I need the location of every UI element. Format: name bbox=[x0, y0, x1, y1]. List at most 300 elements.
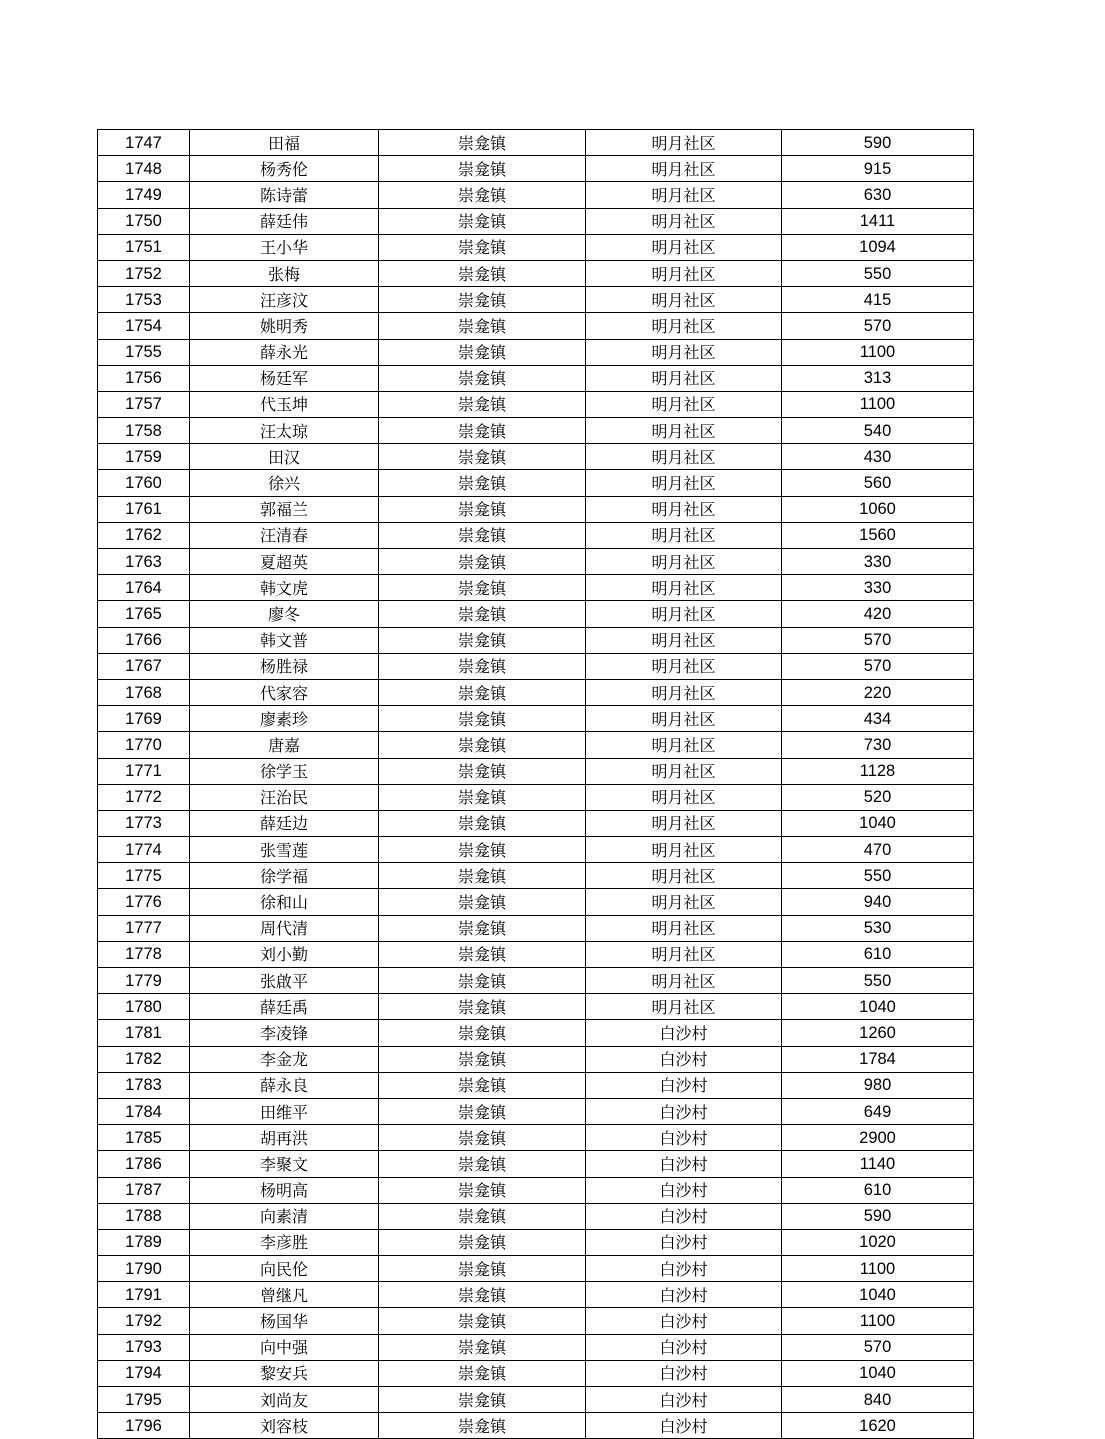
name-cell: 刘小勤 bbox=[190, 941, 379, 967]
table-row bbox=[98, 968, 974, 994]
name-cell: 张啟平 bbox=[190, 968, 379, 994]
name-cell: 田维平 bbox=[190, 1098, 379, 1124]
name-cell: 李金龙 bbox=[190, 1046, 379, 1072]
table-row bbox=[98, 444, 974, 470]
table-row bbox=[98, 1203, 974, 1229]
row-index-cell: 1775 bbox=[98, 863, 190, 889]
village-cell: 明月社区 bbox=[586, 391, 782, 417]
table-row bbox=[98, 418, 974, 444]
table-row bbox=[98, 1020, 974, 1046]
amount-cell: 330 bbox=[782, 549, 974, 575]
name-cell: 杨明高 bbox=[190, 1177, 379, 1203]
town-cell: 崇龛镇 bbox=[379, 287, 586, 313]
village-cell: 白沙村 bbox=[586, 1177, 782, 1203]
table-row bbox=[98, 889, 974, 915]
amount-cell: 915 bbox=[782, 156, 974, 182]
village-cell: 明月社区 bbox=[586, 260, 782, 286]
town-cell: 崇龛镇 bbox=[379, 627, 586, 653]
row-index-cell: 1757 bbox=[98, 391, 190, 417]
village-cell: 白沙村 bbox=[586, 1360, 782, 1386]
table-row bbox=[98, 182, 974, 208]
name-cell: 杨胜禄 bbox=[190, 653, 379, 679]
name-cell: 向民伦 bbox=[190, 1256, 379, 1282]
table-row bbox=[98, 522, 974, 548]
row-index-cell: 1764 bbox=[98, 575, 190, 601]
amount-cell: 610 bbox=[782, 941, 974, 967]
village-cell: 白沙村 bbox=[586, 1151, 782, 1177]
row-index-cell: 1783 bbox=[98, 1072, 190, 1098]
village-cell: 明月社区 bbox=[586, 339, 782, 365]
amount-cell: 1560 bbox=[782, 522, 974, 548]
village-cell: 白沙村 bbox=[586, 1334, 782, 1360]
amount-cell: 649 bbox=[782, 1098, 974, 1124]
name-cell: 李聚文 bbox=[190, 1151, 379, 1177]
table-row bbox=[98, 915, 974, 941]
row-index-cell: 1777 bbox=[98, 915, 190, 941]
village-cell: 明月社区 bbox=[586, 365, 782, 391]
row-index-cell: 1793 bbox=[98, 1334, 190, 1360]
amount-cell: 570 bbox=[782, 1334, 974, 1360]
row-index-cell: 1763 bbox=[98, 549, 190, 575]
village-cell: 明月社区 bbox=[586, 653, 782, 679]
name-cell: 胡再洪 bbox=[190, 1125, 379, 1151]
name-cell: 廖素珍 bbox=[190, 706, 379, 732]
village-cell: 白沙村 bbox=[586, 1020, 782, 1046]
amount-cell: 570 bbox=[782, 653, 974, 679]
town-cell: 崇龛镇 bbox=[379, 339, 586, 365]
row-index-cell: 1767 bbox=[98, 653, 190, 679]
row-index-cell: 1750 bbox=[98, 208, 190, 234]
town-cell: 崇龛镇 bbox=[379, 1256, 586, 1282]
amount-cell: 1040 bbox=[782, 810, 974, 836]
town-cell: 崇龛镇 bbox=[379, 496, 586, 522]
amount-cell: 1040 bbox=[782, 1282, 974, 1308]
row-index-cell: 1760 bbox=[98, 470, 190, 496]
village-cell: 明月社区 bbox=[586, 182, 782, 208]
amount-cell: 1784 bbox=[782, 1046, 974, 1072]
name-cell: 田福 bbox=[190, 130, 379, 156]
table-row bbox=[98, 941, 974, 967]
amount-cell: 420 bbox=[782, 601, 974, 627]
town-cell: 崇龛镇 bbox=[379, 1098, 586, 1124]
amount-cell: 1094 bbox=[782, 234, 974, 260]
town-cell: 崇龛镇 bbox=[379, 313, 586, 339]
village-cell: 明月社区 bbox=[586, 444, 782, 470]
amount-cell: 630 bbox=[782, 182, 974, 208]
row-index-cell: 1796 bbox=[98, 1413, 190, 1439]
village-cell: 明月社区 bbox=[586, 418, 782, 444]
amount-cell: 1411 bbox=[782, 208, 974, 234]
amount-cell: 1040 bbox=[782, 994, 974, 1020]
town-cell: 崇龛镇 bbox=[379, 810, 586, 836]
row-index-cell: 1792 bbox=[98, 1308, 190, 1334]
table-row bbox=[98, 1282, 974, 1308]
row-index-cell: 1762 bbox=[98, 522, 190, 548]
name-cell: 李彦胜 bbox=[190, 1229, 379, 1255]
table-row bbox=[98, 313, 974, 339]
village-cell: 明月社区 bbox=[586, 915, 782, 941]
village-cell: 白沙村 bbox=[586, 1046, 782, 1072]
village-cell: 明月社区 bbox=[586, 470, 782, 496]
village-cell: 明月社区 bbox=[586, 287, 782, 313]
name-cell: 徐学玉 bbox=[190, 758, 379, 784]
amount-cell: 470 bbox=[782, 837, 974, 863]
village-cell: 白沙村 bbox=[586, 1229, 782, 1255]
town-cell: 崇龛镇 bbox=[379, 679, 586, 705]
village-cell: 明月社区 bbox=[586, 627, 782, 653]
village-cell: 明月社区 bbox=[586, 889, 782, 915]
row-index-cell: 1785 bbox=[98, 1125, 190, 1151]
amount-cell: 730 bbox=[782, 732, 974, 758]
row-index-cell: 1773 bbox=[98, 810, 190, 836]
town-cell: 崇龛镇 bbox=[379, 1203, 586, 1229]
table-row bbox=[98, 994, 974, 1020]
row-index-cell: 1772 bbox=[98, 784, 190, 810]
name-cell: 韩文虎 bbox=[190, 575, 379, 601]
village-cell: 白沙村 bbox=[586, 1413, 782, 1439]
town-cell: 崇龛镇 bbox=[379, 889, 586, 915]
row-index-cell: 1770 bbox=[98, 732, 190, 758]
name-cell: 薛廷边 bbox=[190, 810, 379, 836]
table-row bbox=[98, 837, 974, 863]
name-cell: 徐学福 bbox=[190, 863, 379, 889]
amount-cell: 220 bbox=[782, 679, 974, 705]
village-cell: 明月社区 bbox=[586, 522, 782, 548]
records-table-body bbox=[98, 130, 974, 1439]
village-cell: 明月社区 bbox=[586, 784, 782, 810]
village-cell: 明月社区 bbox=[586, 837, 782, 863]
row-index-cell: 1781 bbox=[98, 1020, 190, 1046]
table-row bbox=[98, 1072, 974, 1098]
village-cell: 明月社区 bbox=[586, 941, 782, 967]
name-cell: 李凌锋 bbox=[190, 1020, 379, 1046]
amount-cell: 590 bbox=[782, 130, 974, 156]
name-cell: 刘容枝 bbox=[190, 1413, 379, 1439]
row-index-cell: 1754 bbox=[98, 313, 190, 339]
row-index-cell: 1761 bbox=[98, 496, 190, 522]
town-cell: 崇龛镇 bbox=[379, 758, 586, 784]
town-cell: 崇龛镇 bbox=[379, 1334, 586, 1360]
row-index-cell: 1774 bbox=[98, 837, 190, 863]
table-row bbox=[98, 156, 974, 182]
town-cell: 崇龛镇 bbox=[379, 653, 586, 679]
table-row bbox=[98, 653, 974, 679]
name-cell: 刘尚友 bbox=[190, 1387, 379, 1413]
town-cell: 崇龛镇 bbox=[379, 732, 586, 758]
village-cell: 白沙村 bbox=[586, 1282, 782, 1308]
row-index-cell: 1790 bbox=[98, 1256, 190, 1282]
row-index-cell: 1780 bbox=[98, 994, 190, 1020]
row-index-cell: 1749 bbox=[98, 182, 190, 208]
table-row bbox=[98, 549, 974, 575]
town-cell: 崇龛镇 bbox=[379, 1308, 586, 1334]
town-cell: 崇龛镇 bbox=[379, 968, 586, 994]
row-index-cell: 1771 bbox=[98, 758, 190, 784]
row-index-cell: 1768 bbox=[98, 679, 190, 705]
name-cell: 汪清春 bbox=[190, 522, 379, 548]
village-cell: 明月社区 bbox=[586, 758, 782, 784]
table-row bbox=[98, 1387, 974, 1413]
name-cell: 韩文普 bbox=[190, 627, 379, 653]
amount-cell: 550 bbox=[782, 968, 974, 994]
name-cell: 代家容 bbox=[190, 679, 379, 705]
town-cell: 崇龛镇 bbox=[379, 1046, 586, 1072]
row-index-cell: 1795 bbox=[98, 1387, 190, 1413]
village-cell: 白沙村 bbox=[586, 1256, 782, 1282]
town-cell: 崇龛镇 bbox=[379, 941, 586, 967]
town-cell: 崇龛镇 bbox=[379, 1282, 586, 1308]
village-cell: 明月社区 bbox=[586, 234, 782, 260]
table-row bbox=[98, 1046, 974, 1072]
table-row bbox=[98, 391, 974, 417]
amount-cell: 570 bbox=[782, 313, 974, 339]
row-index-cell: 1782 bbox=[98, 1046, 190, 1072]
town-cell: 崇龛镇 bbox=[379, 994, 586, 1020]
village-cell: 明月社区 bbox=[586, 601, 782, 627]
name-cell: 杨秀伦 bbox=[190, 156, 379, 182]
village-cell: 明月社区 bbox=[586, 732, 782, 758]
table-row bbox=[98, 810, 974, 836]
table-row bbox=[98, 1256, 974, 1282]
table-row bbox=[98, 758, 974, 784]
table-row bbox=[98, 784, 974, 810]
table-row bbox=[98, 470, 974, 496]
town-cell: 崇龛镇 bbox=[379, 1020, 586, 1046]
village-cell: 白沙村 bbox=[586, 1125, 782, 1151]
table-row bbox=[98, 601, 974, 627]
name-cell: 徐和山 bbox=[190, 889, 379, 915]
town-cell: 崇龛镇 bbox=[379, 130, 586, 156]
row-index-cell: 1794 bbox=[98, 1360, 190, 1386]
table-row bbox=[98, 1229, 974, 1255]
name-cell: 徐兴 bbox=[190, 470, 379, 496]
records-table bbox=[97, 129, 974, 1439]
name-cell: 张梅 bbox=[190, 260, 379, 286]
town-cell: 崇龛镇 bbox=[379, 1229, 586, 1255]
row-index-cell: 1786 bbox=[98, 1151, 190, 1177]
name-cell: 向素清 bbox=[190, 1203, 379, 1229]
name-cell: 廖冬 bbox=[190, 601, 379, 627]
amount-cell: 1060 bbox=[782, 496, 974, 522]
name-cell: 唐嘉 bbox=[190, 732, 379, 758]
amount-cell: 1100 bbox=[782, 1308, 974, 1334]
amount-cell: 313 bbox=[782, 365, 974, 391]
row-index-cell: 1756 bbox=[98, 365, 190, 391]
amount-cell: 540 bbox=[782, 418, 974, 444]
table-row bbox=[98, 1413, 974, 1439]
amount-cell: 330 bbox=[782, 575, 974, 601]
village-cell: 明月社区 bbox=[586, 575, 782, 601]
row-index-cell: 1787 bbox=[98, 1177, 190, 1203]
town-cell: 崇龛镇 bbox=[379, 549, 586, 575]
table-row bbox=[98, 130, 974, 156]
row-index-cell: 1769 bbox=[98, 706, 190, 732]
table-row bbox=[98, 1098, 974, 1124]
name-cell: 夏超英 bbox=[190, 549, 379, 575]
table-row bbox=[98, 1308, 974, 1334]
name-cell: 汪治民 bbox=[190, 784, 379, 810]
amount-cell: 430 bbox=[782, 444, 974, 470]
amount-cell: 2900 bbox=[782, 1125, 974, 1151]
table-row bbox=[98, 679, 974, 705]
name-cell: 薛永良 bbox=[190, 1072, 379, 1098]
amount-cell: 590 bbox=[782, 1203, 974, 1229]
village-cell: 明月社区 bbox=[586, 706, 782, 732]
village-cell: 明月社区 bbox=[586, 549, 782, 575]
town-cell: 崇龛镇 bbox=[379, 601, 586, 627]
amount-cell: 415 bbox=[782, 287, 974, 313]
name-cell: 汪彦汶 bbox=[190, 287, 379, 313]
name-cell: 田汉 bbox=[190, 444, 379, 470]
village-cell: 白沙村 bbox=[586, 1098, 782, 1124]
amount-cell: 1020 bbox=[782, 1229, 974, 1255]
amount-cell: 1100 bbox=[782, 391, 974, 417]
row-index-cell: 1751 bbox=[98, 234, 190, 260]
row-index-cell: 1753 bbox=[98, 287, 190, 313]
town-cell: 崇龛镇 bbox=[379, 1125, 586, 1151]
village-cell: 白沙村 bbox=[586, 1308, 782, 1334]
amount-cell: 530 bbox=[782, 915, 974, 941]
row-index-cell: 1789 bbox=[98, 1229, 190, 1255]
table-row bbox=[98, 706, 974, 732]
row-index-cell: 1747 bbox=[98, 130, 190, 156]
name-cell: 曾继凡 bbox=[190, 1282, 379, 1308]
row-index-cell: 1759 bbox=[98, 444, 190, 470]
town-cell: 崇龛镇 bbox=[379, 522, 586, 548]
table-row bbox=[98, 234, 974, 260]
town-cell: 崇龛镇 bbox=[379, 706, 586, 732]
village-cell: 明月社区 bbox=[586, 810, 782, 836]
town-cell: 崇龛镇 bbox=[379, 156, 586, 182]
amount-cell: 1128 bbox=[782, 758, 974, 784]
name-cell: 王小华 bbox=[190, 234, 379, 260]
row-index-cell: 1776 bbox=[98, 889, 190, 915]
row-index-cell: 1755 bbox=[98, 339, 190, 365]
name-cell: 汪太琼 bbox=[190, 418, 379, 444]
amount-cell: 520 bbox=[782, 784, 974, 810]
row-index-cell: 1788 bbox=[98, 1203, 190, 1229]
amount-cell: 1100 bbox=[782, 1256, 974, 1282]
name-cell: 薛廷伟 bbox=[190, 208, 379, 234]
name-cell: 杨廷军 bbox=[190, 365, 379, 391]
village-cell: 明月社区 bbox=[586, 863, 782, 889]
amount-cell: 1260 bbox=[782, 1020, 974, 1046]
village-cell: 明月社区 bbox=[586, 994, 782, 1020]
row-index-cell: 1784 bbox=[98, 1098, 190, 1124]
amount-cell: 610 bbox=[782, 1177, 974, 1203]
name-cell: 杨国华 bbox=[190, 1308, 379, 1334]
row-index-cell: 1748 bbox=[98, 156, 190, 182]
town-cell: 崇龛镇 bbox=[379, 575, 586, 601]
amount-cell: 434 bbox=[782, 706, 974, 732]
amount-cell: 550 bbox=[782, 260, 974, 286]
town-cell: 崇龛镇 bbox=[379, 260, 586, 286]
amount-cell: 980 bbox=[782, 1072, 974, 1098]
name-cell: 薛永光 bbox=[190, 339, 379, 365]
amount-cell: 940 bbox=[782, 889, 974, 915]
table-row bbox=[98, 863, 974, 889]
amount-cell: 1040 bbox=[782, 1360, 974, 1386]
amount-cell: 1140 bbox=[782, 1151, 974, 1177]
name-cell: 向中强 bbox=[190, 1334, 379, 1360]
village-cell: 明月社区 bbox=[586, 679, 782, 705]
table-row bbox=[98, 627, 974, 653]
table-row bbox=[98, 496, 974, 522]
village-cell: 明月社区 bbox=[586, 968, 782, 994]
amount-cell: 560 bbox=[782, 470, 974, 496]
row-index-cell: 1791 bbox=[98, 1282, 190, 1308]
village-cell: 白沙村 bbox=[586, 1072, 782, 1098]
village-cell: 白沙村 bbox=[586, 1203, 782, 1229]
town-cell: 崇龛镇 bbox=[379, 182, 586, 208]
table-row bbox=[98, 1360, 974, 1386]
table-row bbox=[98, 208, 974, 234]
name-cell: 陈诗蕾 bbox=[190, 182, 379, 208]
row-index-cell: 1765 bbox=[98, 601, 190, 627]
table-row bbox=[98, 575, 974, 601]
village-cell: 明月社区 bbox=[586, 130, 782, 156]
row-index-cell: 1779 bbox=[98, 968, 190, 994]
town-cell: 崇龛镇 bbox=[379, 837, 586, 863]
town-cell: 崇龛镇 bbox=[379, 784, 586, 810]
name-cell: 黎安兵 bbox=[190, 1360, 379, 1386]
name-cell: 薛廷禹 bbox=[190, 994, 379, 1020]
town-cell: 崇龛镇 bbox=[379, 863, 586, 889]
town-cell: 崇龛镇 bbox=[379, 234, 586, 260]
row-index-cell: 1752 bbox=[98, 260, 190, 286]
town-cell: 崇龛镇 bbox=[379, 1413, 586, 1439]
village-cell: 明月社区 bbox=[586, 208, 782, 234]
row-index-cell: 1778 bbox=[98, 941, 190, 967]
row-index-cell: 1766 bbox=[98, 627, 190, 653]
town-cell: 崇龛镇 bbox=[379, 208, 586, 234]
table-row bbox=[98, 339, 974, 365]
amount-cell: 1620 bbox=[782, 1413, 974, 1439]
amount-cell: 840 bbox=[782, 1387, 974, 1413]
table-row bbox=[98, 1177, 974, 1203]
table-row bbox=[98, 365, 974, 391]
amount-cell: 1100 bbox=[782, 339, 974, 365]
village-cell: 白沙村 bbox=[586, 1387, 782, 1413]
table-row bbox=[98, 260, 974, 286]
town-cell: 崇龛镇 bbox=[379, 391, 586, 417]
table-row bbox=[98, 287, 974, 313]
amount-cell: 570 bbox=[782, 627, 974, 653]
village-cell: 明月社区 bbox=[586, 156, 782, 182]
table-row bbox=[98, 1334, 974, 1360]
amount-cell: 550 bbox=[782, 863, 974, 889]
town-cell: 崇龛镇 bbox=[379, 915, 586, 941]
name-cell: 郭福兰 bbox=[190, 496, 379, 522]
row-index-cell: 1758 bbox=[98, 418, 190, 444]
village-cell: 明月社区 bbox=[586, 496, 782, 522]
name-cell: 周代清 bbox=[190, 915, 379, 941]
town-cell: 崇龛镇 bbox=[379, 1387, 586, 1413]
town-cell: 崇龛镇 bbox=[379, 1177, 586, 1203]
name-cell: 姚明秀 bbox=[190, 313, 379, 339]
table-row bbox=[98, 1151, 974, 1177]
town-cell: 崇龛镇 bbox=[379, 365, 586, 391]
town-cell: 崇龛镇 bbox=[379, 1360, 586, 1386]
village-cell: 明月社区 bbox=[586, 313, 782, 339]
town-cell: 崇龛镇 bbox=[379, 418, 586, 444]
town-cell: 崇龛镇 bbox=[379, 1151, 586, 1177]
name-cell: 代玉坤 bbox=[190, 391, 379, 417]
town-cell: 崇龛镇 bbox=[379, 1072, 586, 1098]
table-row bbox=[98, 1125, 974, 1151]
table-row bbox=[98, 732, 974, 758]
town-cell: 崇龛镇 bbox=[379, 444, 586, 470]
